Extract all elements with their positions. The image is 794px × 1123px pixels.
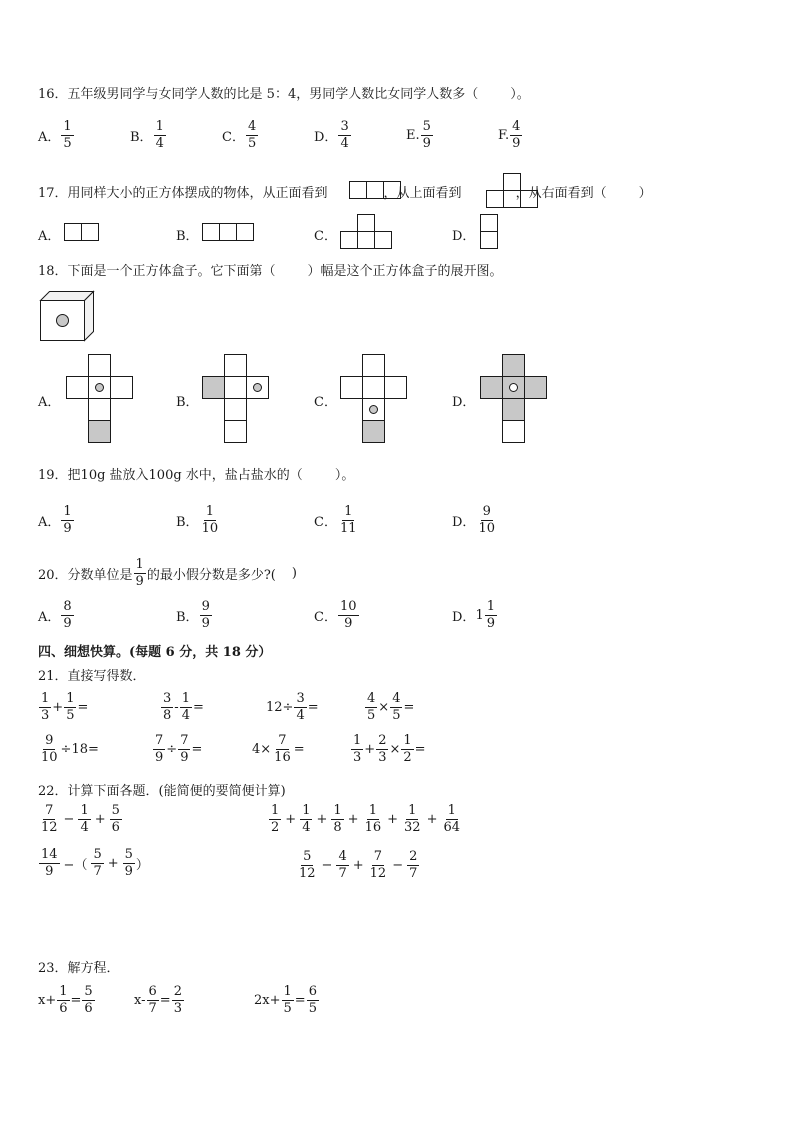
q20-stem: 20．分数单位是 $\frac{1}{9}$ 的最小假分数是多少?( ) (38, 557, 297, 589)
q20-option-b[interactable]: B． $\frac{9}{9}$ (176, 599, 210, 631)
q18-stem: 18．下面是一个正方体盒子。它下面第（ ）幅是这个正方体盒子的展开图。 (38, 264, 503, 279)
q20-option-c[interactable]: C． $\frac{10}{9}$ (314, 599, 357, 631)
q19-option-d[interactable]: D． $\frac{9}{10}$ (452, 504, 495, 536)
q21-item-8: $\frac{1}{3}$ + $\frac{2}{3}$ × $\frac{1}{2}$ = (353, 733, 426, 765)
q23-equation-2: x- $\frac{6}{7}$ = $\frac{2}{3}$ (134, 984, 182, 1016)
q16-option-c[interactable]: C． $\frac{4}{5}$ (222, 119, 257, 151)
q22-expression-3: $\frac{14}{9}$ −（ $\frac{5}{7}$ + $\frac{5}{9}$ ） (41, 847, 149, 879)
q16-option-e[interactable]: E. $\frac{5}{9}$ (406, 119, 431, 151)
q21-item-1: $\frac{1}{3}$ + $\frac{1}{5}$ = (41, 691, 89, 723)
q22-expression-2: $\frac{1}{2}$ + $\frac{1}{4}$ + $\frac{1}{8}$ + $\frac{1}{16}$ + $\frac{1}{32}$ + $\frac{1}{64}$ (271, 803, 461, 835)
q18-cube-figure (40, 291, 94, 341)
q19-option-c[interactable]: C． $\frac{1}{11}$ (314, 504, 357, 536)
q20-option-d[interactable]: D． 1 $\frac{1}{9}$ (452, 599, 495, 631)
q19-option-a[interactable]: A． $\frac{1}{9}$ (38, 504, 72, 536)
q16-stem: 16．五年级男同学与女同学人数的比是 5：4，男同学人数比女同学人数多（ ）。 (38, 87, 530, 102)
q17-top-view-figure (486, 173, 538, 208)
q17-option-c-figure[interactable] (340, 214, 392, 249)
q23-equation-1: x+ $\frac{1}{6}$ = $\frac{5}{6}$ (38, 984, 93, 1016)
q21-item-2: $\frac{3}{8}$ - $\frac{1}{4}$ = (163, 691, 204, 723)
q21-item-7: 4× $\frac{7}{16}$ = (252, 733, 305, 765)
q16-option-a[interactable]: A． $\frac{1}{5}$ (38, 119, 72, 151)
q19-stem: 19．把10g 盐放入100g 水中，盐占盐水的（ ）。 (38, 468, 355, 483)
q17-option-a-label[interactable]: A． (38, 229, 61, 244)
q17-option-d-label[interactable]: D． (452, 229, 476, 244)
q17-option-b-label[interactable]: B． (176, 229, 199, 244)
q18-option-a-label[interactable]: A． (38, 395, 61, 410)
q23-equation-3: 2x+ $\frac{1}{5}$ = $\frac{6}{5}$ (254, 984, 317, 1016)
q21-item-5: $\frac{9}{10}$ ÷18= (41, 733, 99, 765)
q21-item-3: 12÷ $\frac{3}{4}$ = (266, 691, 319, 723)
q22-expression-4: $\frac{5}{12}$ − $\frac{4}{7}$ + $\frac{7}{12}$ − $\frac{2}{7}$ (299, 849, 418, 881)
q23-stem: 23．解方程． (38, 961, 120, 976)
q17-option-c-label[interactable]: C． (314, 229, 337, 244)
q17-option-b-figure[interactable] (202, 223, 254, 241)
q21-item-6: $\frac{7}{9}$ ÷ $\frac{7}{9}$ = (155, 733, 203, 765)
q22-stem: 22．计算下面各题．(能简便的要简便计算) (38, 784, 286, 799)
q18-option-a-net[interactable] (66, 354, 134, 443)
q18-option-b-net[interactable] (202, 354, 270, 443)
q18-option-d-net[interactable] (480, 354, 548, 443)
q17-option-a-figure[interactable] (64, 223, 100, 241)
q21-stem: 21．直接写得数． (38, 669, 146, 684)
q16-option-b[interactable]: B． $\frac{1}{4}$ (130, 119, 164, 151)
q17-option-d-figure[interactable] (480, 214, 498, 249)
q22-expression-1: $\frac{7}{12}$ − $\frac{1}{4}$ + $\frac{5}{6}$ (41, 803, 120, 835)
q17-front-view-figure (349, 181, 401, 199)
q21-item-4: $\frac{4}{5}$ × $\frac{4}{5}$ = (367, 691, 415, 723)
q18-option-c-net[interactable] (340, 354, 408, 443)
q18-option-c-label[interactable]: C． (314, 395, 337, 410)
q20-option-a[interactable]: A． $\frac{8}{9}$ (38, 599, 72, 631)
q18-option-b-label[interactable]: B． (176, 395, 199, 410)
q18-option-d-label[interactable]: D． (452, 395, 476, 410)
q16-option-f[interactable]: F. $\frac{4}{9}$ (498, 119, 521, 151)
q19-option-b[interactable]: B． $\frac{1}{10}$ (176, 504, 219, 536)
q17-stem: 17．用同样大小的正方体摆成的物体，从正面看到 ，从上面看到 ，从右面看到（ ） (38, 186, 652, 201)
section-4-heading: 四、细想快算。(每题 6 分，共 18 分） (38, 645, 272, 660)
q16-option-d[interactable]: D． $\frac{3}{4}$ (314, 119, 349, 151)
